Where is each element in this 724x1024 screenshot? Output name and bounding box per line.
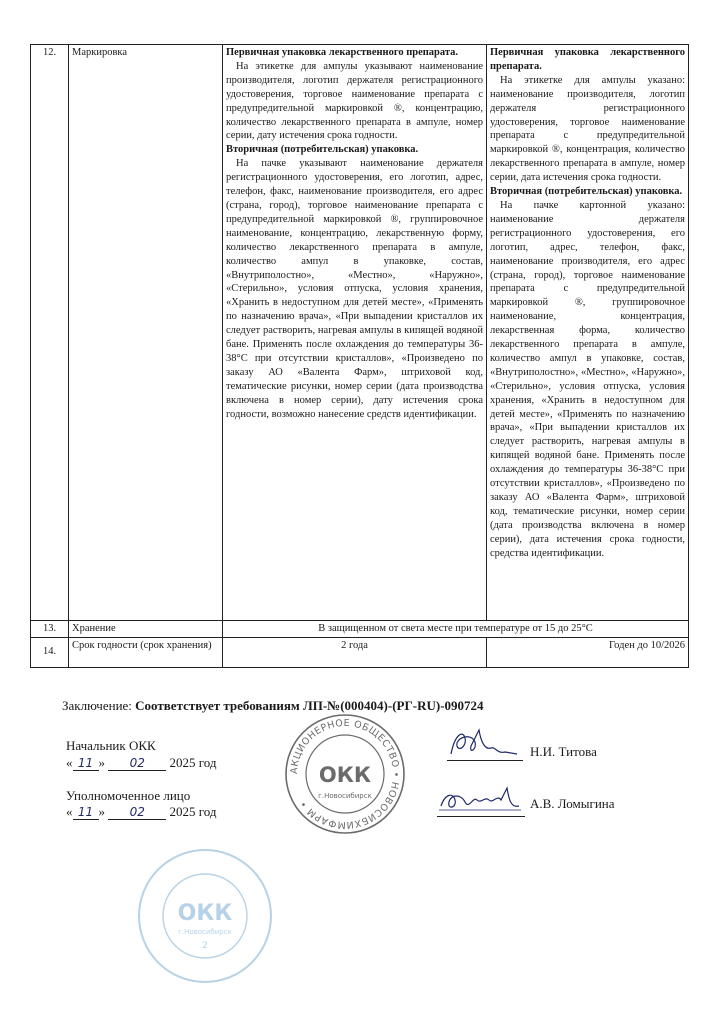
spec-table [30,44,689,668]
stamp-number: 2 [202,941,208,951]
spec-cell [223,45,487,621]
date-quote: « [66,755,73,770]
date-day: 11 [73,805,99,820]
storage-cell: В защищенном от света месте при температуре от 15 до 25°С [223,621,689,638]
date-day: 11 [73,756,99,771]
signer-title: Начальник ОКК [66,738,156,753]
result-cell [487,45,689,621]
signer-name: А.В. Ломыгина [530,796,615,811]
handwritten-signature [437,780,527,820]
spec-primary-text: На этикетке для ампулы указывают наименование производителя, логотип держателя регистрационного удостоверения, торговое наименование препарата с предупредительной маркировкой ®, концентрацию, количество лекарственного препарата в ампуле, номер серии, дату истечения срока годности. [226,60,483,142]
conclusion [62,698,484,714]
row-name: Срок годности (срок хранения) [69,637,223,667]
row-number: 14. [31,637,69,667]
result-primary-title: Первичная упаковка лекарственного препарата. [490,47,685,72]
stamp-city: г.Новосибирск [318,792,372,800]
handwritten-signature [445,724,535,764]
shelf-life-spec: 2 года [223,637,487,667]
table-row [31,621,689,638]
row-number: 12. [31,45,69,621]
result-secondary-title: Вторичная (потребительская) упаковка. [490,186,683,198]
stamp-center-text: ОКК [177,901,233,926]
row-name: Хранение [69,621,223,638]
spec-secondary-text: На пачке указывают наименование держателя регистрационного удостоверения, его логотип, адрес, телефон, факс, наименование производителя, его адрес (страна, город), торговое наименование препарата с предупредительной маркировкой ®, группировочное наименование, концентрацию, лекарственную форму, количество лекарственного препарата в ампуле, количество ампул в упаковке, состав, «Внутриполостно», «Местно», «Наружно», «Стерильно», условия отпуска, условия хранения, «Хранить в недоступном для детей месте», «Применять по назначению врача», «При выпадении кристаллов их следует растворить, нагревая ампулы в кипящей водяной бане. Применять после охлаждения до температуры 36-38°С при отсутствии кристаллов», «Произведено по заказу АО «Валента Фарм», штриховой код, тематические рисунки, номер серии (дата производства включена в номер серии), дату истечения срока годности, возможно нанесение средств идентификации. [226,158,483,420]
spec-primary-title: Первичная упаковка лекарственного препарата. [226,47,459,58]
row-number: 13. [31,621,69,638]
date-quote: « [66,804,73,819]
signature-date [66,755,217,771]
stamp-seal [283,712,407,836]
stamp-ring-text: АКЦИОНЕРНОЕ ОБЩЕСТВО • НОВОСИБХИМФАРМ • [288,717,402,831]
signer-title: Уполномоченное лицо [66,788,191,803]
date-quote: » [98,804,105,819]
conclusion-text: Соответствует требованиям ЛП-№(000404)-(РГ-RU)-090724 [135,698,484,713]
stamp-seal-faded [135,846,275,986]
date-year: 2025 год [169,804,217,819]
shelf-life-result: Годен до 10/2026 [487,637,689,667]
stamp-city: г.Новосибирск [178,928,232,936]
date-month: 02 [108,805,166,820]
result-primary-text: На этикетке для ампулы указано: наименование производителя, логотип держателя регистрационного удостоверения, торговое наименование препарата с предупредительной маркировкой ®, концентрация, количество лекарственного препарата в ампуле, номер серии, дата истечения срока годности. [490,74,685,184]
conclusion-label: Заключение: [62,698,132,713]
row-name: Маркировка [69,45,223,621]
signature-date [66,804,217,820]
table-row [31,637,689,667]
signer-name: Н.И. Титова [530,744,597,759]
stamp-center-text: ОКК [318,763,372,787]
date-quote: » [98,755,105,770]
date-month: 02 [108,756,166,771]
date-year: 2025 год [169,755,217,770]
spec-secondary-title: Вторичная (потребительская) упаковка. [226,144,419,156]
result-secondary-text: На пачке картонной указано: наименование держателя регистрационного удостоверения, его логотип, адрес, телефон, факс, наименование производителя, его адрес (страна, город), торговое наименование препарата с предупредительной маркировкой ®, группировочное наименование, концентрация, лекарственная форма, количество лекарственного препарата в ампуле, количество ампул в упаковке, состав, «Внутриполостно», «Местно», «Наружно», «Стерильно», условия отпуска, условия хранения, «Хранить в недоступном для детей месте», «Применять по назначению врача», «При выпадении кристаллов их следует растворить, нагревая ампулы в кипящей водяной бане. Применять после охлаждения до температуры 36-38°С при отсутствии кристаллов», «Произведено по заказу АО «Валента Фарм», штриховой код, тематические рисунки, номер серии (дата производства включена в номер серии), дата истечения срока годности, средства идентификации. [490,199,685,559]
table-row [31,45,689,621]
